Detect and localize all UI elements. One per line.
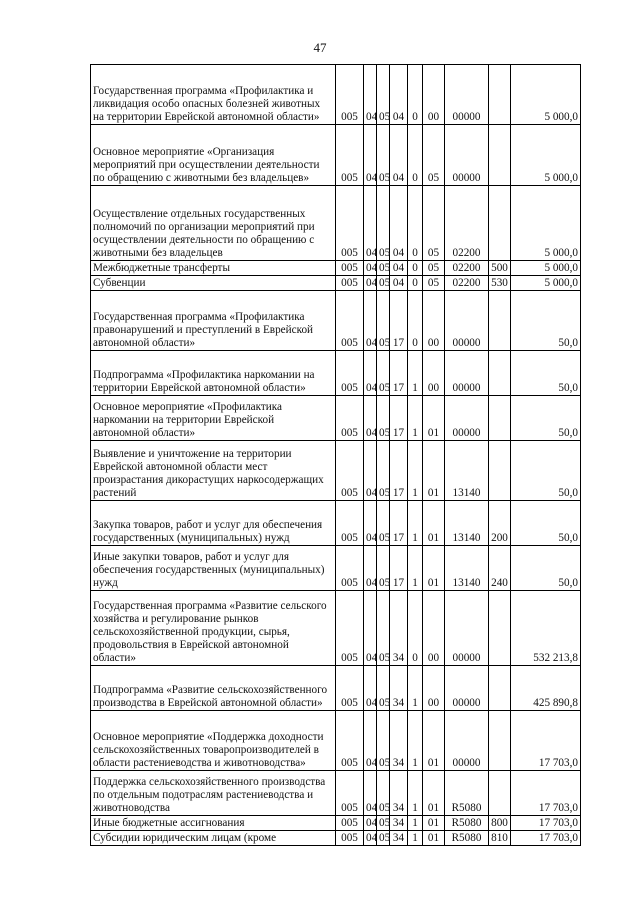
row-name-cell: Закупка товаров, работ и услуг для обеспечения государственных (муниципальных) нужд	[91, 501, 336, 546]
direction-cell: 00000	[445, 666, 489, 711]
subsection-cell: 05	[377, 125, 390, 186]
row-name-cell: Государственная программа «Развитие сельского хозяйства и регулирование рынков сельскохозяйственной продукции, сырья, продовольствия в Еврейской автономной области»	[91, 591, 336, 666]
direction-cell: 00000	[445, 396, 489, 441]
ministry-code-cell: 005	[336, 276, 364, 291]
row-name-cell: Основное мероприятие «Организация мероприятий при осуществлении деятельности по обращению с животными без владельцев»	[91, 125, 336, 186]
subsection-cell: 05	[377, 591, 390, 666]
ministry-code-cell: 005	[336, 351, 364, 396]
subprogram-cell: 1	[408, 546, 423, 591]
ministry-code-cell: 005	[336, 666, 364, 711]
expense-type-cell	[489, 666, 511, 711]
event-cell: 05	[423, 125, 445, 186]
budget-table	[90, 64, 581, 846]
event-cell: 00	[423, 666, 445, 711]
expense-type-cell	[489, 65, 511, 125]
event-cell: 00	[423, 351, 445, 396]
expense-type-cell	[489, 125, 511, 186]
section-cell: 04	[364, 501, 377, 546]
subprogram-cell: 1	[408, 711, 423, 771]
direction-cell: 00000	[445, 351, 489, 396]
subsection-cell: 05	[377, 711, 390, 771]
subsection-cell: 05	[377, 666, 390, 711]
expense-type-cell	[489, 591, 511, 666]
program-cell: 34	[390, 666, 408, 711]
table-row	[91, 501, 581, 546]
event-cell: 01	[423, 501, 445, 546]
program-cell: 17	[390, 396, 408, 441]
event-cell: 05	[423, 276, 445, 291]
program-cell: 34	[390, 591, 408, 666]
table-row	[91, 261, 581, 276]
amount-cell: 50,0	[511, 546, 581, 591]
subprogram-cell: 1	[408, 771, 423, 816]
program-cell: 04	[390, 261, 408, 276]
table-row	[91, 816, 581, 831]
ministry-code-cell: 005	[336, 546, 364, 591]
row-name-cell: Подпрограмма «Развитие сельскохозяйственного производства в Еврейской автономной области»	[91, 666, 336, 711]
row-name-cell: Основное мероприятие «Поддержка доходности сельскохозяйственных товаропроизводителей в области растениеводства и животноводства»	[91, 711, 336, 771]
section-cell: 04	[364, 261, 377, 276]
event-cell: 01	[423, 441, 445, 501]
program-cell: 17	[390, 351, 408, 396]
table-row	[91, 546, 581, 591]
subsection-cell: 05	[377, 276, 390, 291]
program-cell: 04	[390, 276, 408, 291]
direction-cell: 00000	[445, 291, 489, 351]
event-cell: 01	[423, 771, 445, 816]
subprogram-cell: 1	[408, 441, 423, 501]
amount-cell: 5 000,0	[511, 125, 581, 186]
section-cell: 04	[364, 771, 377, 816]
amount-cell: 532 213,8	[511, 591, 581, 666]
amount-cell: 50,0	[511, 396, 581, 441]
event-cell: 01	[423, 816, 445, 831]
section-cell: 04	[364, 831, 377, 846]
row-name-cell: Поддержка сельскохозяйственного производства по отдельным подотраслям растениеводства и животноводства	[91, 771, 336, 816]
subsection-cell: 05	[377, 65, 390, 125]
program-cell: 34	[390, 831, 408, 846]
ministry-code-cell: 005	[336, 441, 364, 501]
row-name-cell: Иные бюджетные ассигнования	[91, 816, 336, 831]
subprogram-cell: 0	[408, 276, 423, 291]
table-row	[91, 186, 581, 261]
program-cell: 04	[390, 186, 408, 261]
direction-cell: 02200	[445, 186, 489, 261]
table-row	[91, 291, 581, 351]
amount-cell: 5 000,0	[511, 276, 581, 291]
section-cell: 04	[364, 546, 377, 591]
row-name-cell: Подпрограмма «Профилактика наркомании на территории Еврейской автономной области»	[91, 351, 336, 396]
expense-type-cell: 500	[489, 261, 511, 276]
expense-type-cell: 200	[489, 501, 511, 546]
section-cell: 04	[364, 186, 377, 261]
expense-type-cell	[489, 771, 511, 816]
row-name-cell: Государственная программа «Профилактика правонарушений и преступлений в Еврейской автономной области»	[91, 291, 336, 351]
page-number: 47	[313, 40, 327, 55]
amount-cell: 17 703,0	[511, 816, 581, 831]
subprogram-cell: 0	[408, 291, 423, 351]
event-cell: 01	[423, 711, 445, 771]
expense-type-cell	[489, 711, 511, 771]
ministry-code-cell: 005	[336, 591, 364, 666]
expense-type-cell: 240	[489, 546, 511, 591]
ministry-code-cell: 005	[336, 261, 364, 276]
program-cell: 17	[390, 501, 408, 546]
table-row	[91, 396, 581, 441]
event-cell: 01	[423, 831, 445, 846]
table-row	[91, 351, 581, 396]
row-name-cell: Осуществление отдельных государственных полномочий по организации мероприятий при осуществлении деятельности по обращению с животными без владельцев	[91, 186, 336, 261]
ministry-code-cell: 005	[336, 65, 364, 125]
amount-cell: 425 890,8	[511, 666, 581, 711]
subsection-cell: 05	[377, 186, 390, 261]
table-row	[91, 276, 581, 291]
section-cell: 04	[364, 65, 377, 125]
amount-cell: 5 000,0	[511, 261, 581, 276]
ministry-code-cell: 005	[336, 816, 364, 831]
table-row	[91, 65, 581, 125]
table-row	[91, 666, 581, 711]
row-name-cell: Государственная программа «Профилактика и ликвидация особо опасных болезней животных на территории Еврейской автономной области»	[91, 65, 336, 125]
amount-cell: 17 703,0	[511, 711, 581, 771]
subprogram-cell: 1	[408, 666, 423, 711]
amount-cell: 50,0	[511, 351, 581, 396]
ministry-code-cell: 005	[336, 396, 364, 441]
direction-cell: 13140	[445, 441, 489, 501]
ministry-code-cell: 005	[336, 831, 364, 846]
amount-cell: 5 000,0	[511, 186, 581, 261]
subprogram-cell: 1	[408, 816, 423, 831]
subprogram-cell: 1	[408, 501, 423, 546]
section-cell: 04	[364, 711, 377, 771]
subprogram-cell: 1	[408, 351, 423, 396]
table-row	[91, 831, 581, 846]
event-cell: 00	[423, 65, 445, 125]
subsection-cell: 05	[377, 396, 390, 441]
amount-cell: 5 000,0	[511, 65, 581, 125]
event-cell: 01	[423, 396, 445, 441]
ministry-code-cell: 005	[336, 501, 364, 546]
table-row	[91, 441, 581, 501]
subprogram-cell: 0	[408, 186, 423, 261]
subsection-cell: 05	[377, 816, 390, 831]
direction-cell: R5080	[445, 816, 489, 831]
program-cell: 34	[390, 771, 408, 816]
table-body	[91, 65, 581, 846]
ministry-code-cell: 005	[336, 711, 364, 771]
direction-cell: 13140	[445, 546, 489, 591]
direction-cell: R5080	[445, 771, 489, 816]
subsection-cell: 05	[377, 771, 390, 816]
direction-cell: 00000	[445, 125, 489, 186]
ministry-code-cell: 005	[336, 771, 364, 816]
direction-cell: 02200	[445, 276, 489, 291]
event-cell: 00	[423, 591, 445, 666]
section-cell: 04	[364, 666, 377, 711]
event-cell: 05	[423, 261, 445, 276]
subsection-cell: 05	[377, 831, 390, 846]
event-cell: 00	[423, 291, 445, 351]
event-cell: 01	[423, 546, 445, 591]
row-name-cell: Иные закупки товаров, работ и услуг для обеспечения государственных (муниципальных) нужд	[91, 546, 336, 591]
expense-type-cell: 810	[489, 831, 511, 846]
row-name-cell: Субвенции	[91, 276, 336, 291]
subprogram-cell: 0	[408, 261, 423, 276]
expense-type-cell	[489, 441, 511, 501]
program-cell: 17	[390, 291, 408, 351]
amount-cell: 50,0	[511, 441, 581, 501]
subprogram-cell: 1	[408, 831, 423, 846]
direction-cell: 02200	[445, 261, 489, 276]
event-cell: 05	[423, 186, 445, 261]
direction-cell: 13140	[445, 501, 489, 546]
subsection-cell: 05	[377, 546, 390, 591]
section-cell: 04	[364, 291, 377, 351]
direction-cell: R5080	[445, 831, 489, 846]
table-row	[91, 125, 581, 186]
row-name-cell: Выявление и уничтожение на территории Еврейской автономной области мест произрастания дикорастущих наркосодержащих растений	[91, 441, 336, 501]
row-name-cell: Субсидии юридическим лицам (кроме	[91, 831, 336, 846]
table-row	[91, 771, 581, 816]
subsection-cell: 05	[377, 441, 390, 501]
program-cell: 34	[390, 816, 408, 831]
amount-cell: 50,0	[511, 501, 581, 546]
table-row	[91, 711, 581, 771]
section-cell: 04	[364, 441, 377, 501]
program-cell: 04	[390, 65, 408, 125]
ministry-code-cell: 005	[336, 291, 364, 351]
expense-type-cell	[489, 396, 511, 441]
section-cell: 04	[364, 396, 377, 441]
row-name-cell: Основное мероприятие «Профилактика наркомании на территории Еврейской автономной области»	[91, 396, 336, 441]
direction-cell: 00000	[445, 65, 489, 125]
row-name-cell: Межбюджетные трансферты	[91, 261, 336, 276]
section-cell: 04	[364, 351, 377, 396]
subsection-cell: 05	[377, 291, 390, 351]
program-cell: 17	[390, 546, 408, 591]
section-cell: 04	[364, 816, 377, 831]
section-cell: 04	[364, 125, 377, 186]
section-cell: 04	[364, 591, 377, 666]
subsection-cell: 05	[377, 261, 390, 276]
expense-type-cell: 530	[489, 276, 511, 291]
subprogram-cell: 0	[408, 591, 423, 666]
program-cell: 04	[390, 125, 408, 186]
subprogram-cell: 1	[408, 396, 423, 441]
direction-cell: 00000	[445, 591, 489, 666]
expense-type-cell: 800	[489, 816, 511, 831]
amount-cell: 17 703,0	[511, 771, 581, 816]
program-cell: 17	[390, 441, 408, 501]
section-cell: 04	[364, 276, 377, 291]
program-cell: 34	[390, 711, 408, 771]
expense-type-cell	[489, 291, 511, 351]
subprogram-cell: 0	[408, 65, 423, 125]
direction-cell: 00000	[445, 711, 489, 771]
table-row	[91, 591, 581, 666]
amount-cell: 50,0	[511, 291, 581, 351]
subsection-cell: 05	[377, 351, 390, 396]
ministry-code-cell: 005	[336, 125, 364, 186]
ministry-code-cell: 005	[336, 186, 364, 261]
subprogram-cell: 0	[408, 125, 423, 186]
expense-type-cell	[489, 186, 511, 261]
expense-type-cell	[489, 351, 511, 396]
subsection-cell: 05	[377, 501, 390, 546]
amount-cell: 17 703,0	[511, 831, 581, 846]
